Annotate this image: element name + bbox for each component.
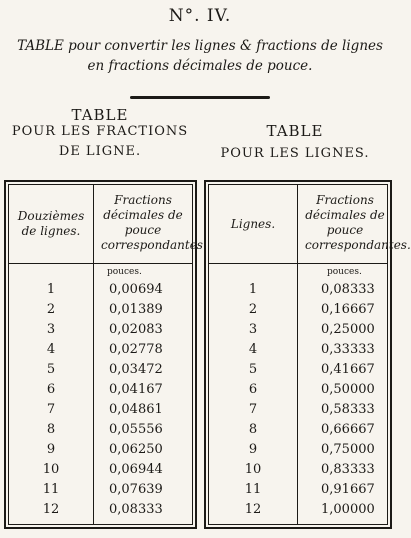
table-row: [9, 360, 192, 380]
left-unit-label: pouces.: [107, 267, 142, 277]
table-row: [209, 460, 387, 480]
row-decimal-value: 0,50000: [321, 382, 375, 397]
table-row: [9, 320, 192, 340]
header-divider: [209, 263, 387, 264]
right-conversion-table: [204, 180, 411, 529]
row-decimal-value: 0,08333: [321, 282, 375, 297]
row-decimal-value: 0,01389: [109, 302, 163, 317]
row-number: 5: [46, 362, 56, 377]
row-decimal-value: 0,58333: [321, 402, 375, 417]
table-row: [209, 440, 387, 460]
page-title-line-1: TABLE pour convertir les lignes & fractions de lignes: [17, 38, 383, 54]
table-row: [209, 360, 387, 380]
table-row: [9, 300, 192, 320]
page-title-line-2: en fractions décimales de pouce.: [87, 58, 313, 74]
row-number: 7: [46, 402, 56, 417]
row-number: 9: [248, 442, 258, 457]
table-row: [209, 400, 387, 420]
right-col1-header: Lignes.: [230, 217, 276, 231]
row-decimal-value: 0,04861: [109, 402, 163, 417]
table-row: [209, 380, 387, 400]
row-number: 7: [248, 402, 258, 417]
left-conversion-table: [4, 180, 207, 529]
row-decimal-value: 0,03472: [109, 362, 163, 377]
row-number: 8: [46, 422, 56, 437]
row-number: 4: [248, 342, 258, 357]
table-row: [9, 420, 192, 440]
row-number: 9: [46, 442, 56, 457]
row-decimal-value: 0,33333: [321, 342, 375, 357]
row-decimal-value: 0,04167: [109, 382, 163, 397]
row-number: 5: [248, 362, 258, 377]
left-table-title-2: POUR LES FRACTIONS: [11, 124, 189, 139]
row-number: 6: [248, 382, 258, 397]
table-row: [9, 340, 192, 360]
row-decimal-value: 0,83333: [321, 462, 375, 477]
row-decimal-value: 0,66667: [321, 422, 375, 437]
row-number: 3: [46, 322, 56, 337]
left-col2-header: Fractions décimales de pouce correspondantes.: [101, 193, 207, 252]
right-col2-header: Fractions décimales de pouce correspondantes.: [305, 193, 411, 252]
right-table-title-1: TABLE: [266, 122, 324, 140]
table-row: [209, 500, 387, 520]
row-number: 1: [46, 282, 56, 297]
table-row: [9, 480, 192, 500]
row-decimal-value: 0,06250: [109, 442, 163, 457]
header-divider: [9, 263, 192, 264]
table-row: [209, 420, 387, 440]
row-decimal-value: 0,25000: [321, 322, 375, 337]
page-number-heading: N°. IV.: [168, 6, 232, 26]
decorative-rule: [130, 96, 270, 99]
row-number: 8: [248, 422, 258, 437]
row-number: 2: [46, 302, 56, 317]
row-number: 12: [42, 502, 60, 517]
row-number: 11: [42, 482, 60, 497]
row-number: 6: [46, 382, 56, 397]
left-col1-header: Douzièmes de lignes.: [17, 209, 85, 238]
left-table-title-1: TABLE: [71, 106, 129, 124]
row-decimal-value: 0,05556: [109, 422, 163, 437]
row-decimal-value: 0,00694: [109, 282, 163, 297]
table-row: [209, 280, 387, 300]
row-number: 11: [244, 482, 262, 497]
row-decimal-value: 0,75000: [321, 442, 375, 457]
table-row: [9, 440, 192, 460]
left-table-title-3: DE LIGNE.: [58, 144, 142, 159]
row-decimal-value: 0,16667: [321, 302, 375, 317]
right-table-title-2: POUR LES LIGNES.: [220, 146, 370, 161]
table-row: [209, 320, 387, 340]
row-number: 10: [42, 462, 60, 477]
row-decimal-value: 0,08333: [109, 502, 163, 517]
table-row: [9, 280, 192, 300]
row-decimal-value: 1,00000: [321, 502, 375, 517]
table-row: [9, 500, 192, 520]
row-decimal-value: 0,07639: [109, 482, 163, 497]
table-row: [9, 460, 192, 480]
table-row: [209, 480, 387, 500]
row-number: 2: [248, 302, 258, 317]
row-number: 3: [248, 322, 258, 337]
row-decimal-value: 0,02778: [109, 342, 163, 357]
row-decimal-value: 0,41667: [321, 362, 375, 377]
row-number: 12: [244, 502, 262, 517]
right-unit-label: pouces.: [327, 267, 362, 277]
row-decimal-value: 0,02083: [109, 322, 163, 337]
row-number: 1: [248, 282, 258, 297]
table-row: [209, 340, 387, 360]
table-row: [9, 380, 192, 400]
table-row: [9, 400, 192, 420]
row-number: 4: [46, 342, 56, 357]
row-decimal-value: 0,91667: [321, 482, 375, 497]
table-row: [209, 300, 387, 320]
row-decimal-value: 0,06944: [109, 462, 163, 477]
row-number: 10: [244, 462, 262, 477]
